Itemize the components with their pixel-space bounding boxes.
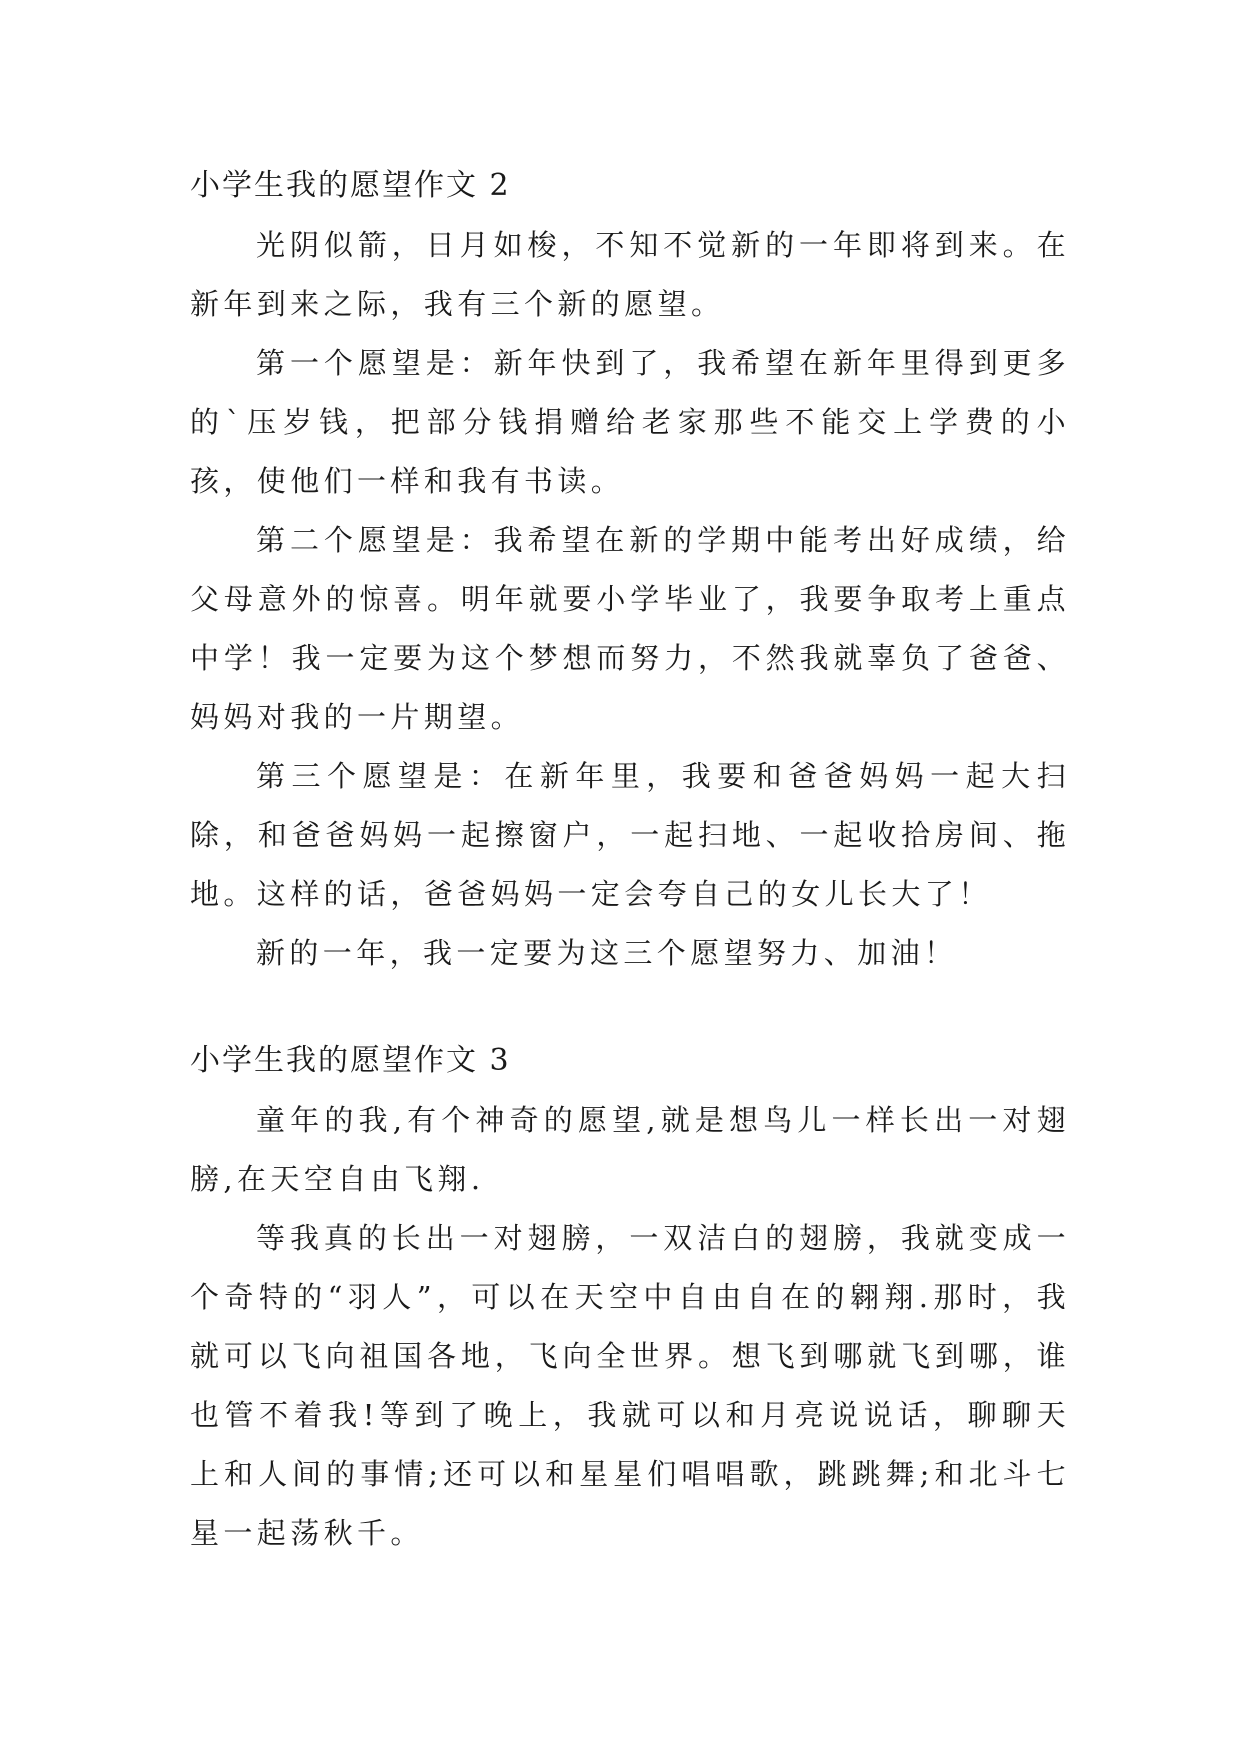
essay-section xyxy=(190,156,1070,983)
essay-paragraph: 第三个愿望是：在新年里，我要和爸爸妈妈一起大扫除，和爸爸妈妈一起擦窗户，一起扫地、一起收拾房间、拖地。这样的话，爸爸妈妈一定会夸自己的女儿长大了！ xyxy=(190,759,1070,911)
essay-paragraph: 光阴似箭，日月如梭，不知不觉新的一年即将到来。在新年到来之际，我有三个新的愿望。 xyxy=(190,228,1070,321)
essay-paragraph: 童年的我,有个神奇的愿望,就是想鸟儿一样长出一对翅膀,在天空自由飞翔. xyxy=(190,1103,1070,1196)
essay-title: 小学生我的愿望作文 3 xyxy=(190,1043,511,1078)
essay-paragraph: 新的一年，我一定要为这三个愿望努力、加油！ xyxy=(256,936,958,970)
essay-title: 小学生我的愿望作文 2 xyxy=(190,168,511,203)
essay-section xyxy=(190,1031,1070,1563)
essay-paragraph: 第二个愿望是：我希望在新的学期中能考出好成绩，给父母意外的惊喜。明年就要小学毕业了，我要争取考上重点中学！我一定要为这个梦想而努力，不然我就辜负了爸爸、妈妈对我的一片期望。 xyxy=(190,523,1070,734)
essay-paragraph: 第一个愿望是：新年快到了，我希望在新年里得到更多的`压岁钱，把部分钱捐赠给老家那些不能交上学费的小孩，使他们一样和我有书读。 xyxy=(190,346,1070,498)
essay-paragraph: 等我真的长出一对翅膀，一双洁白的翅膀，我就变成一个奇特的“羽人”，可以在天空中自由自在的翱翔.那时，我就可以飞向祖国各地，飞向全世界。想飞到哪就飞到哪，谁也管不着我!等到了晚上，我就可以和月亮说说话，聊聊天上和人间的事情;还可以和星星们唱唱歌，跳跳舞;和北斗七星一起荡秋千。 xyxy=(190,1221,1070,1550)
